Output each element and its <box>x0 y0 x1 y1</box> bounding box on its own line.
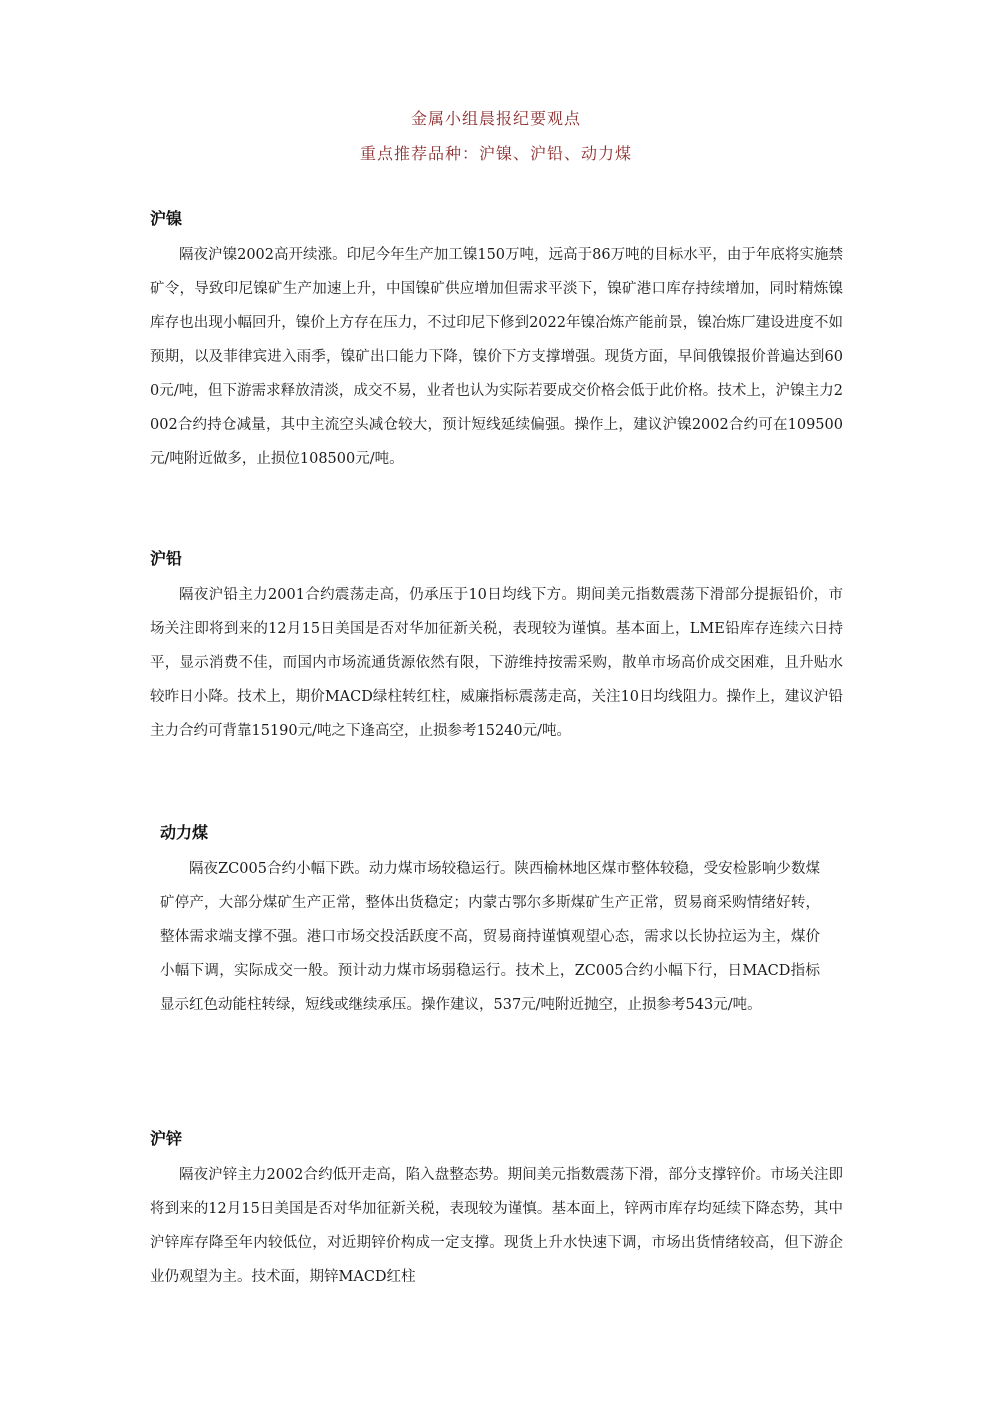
section-heading: 沪铅 <box>150 549 183 568</box>
section-lead <box>150 548 843 748</box>
section-thermal-coal <box>160 822 820 1022</box>
document-subtitle: 重点推荐品种：沪镍、沪铅、动力煤 <box>359 144 632 163</box>
section-nickel <box>150 208 843 476</box>
section-body: 隔夜沪铅主力2001合约震荡走高，仍承压于10日均线下方。期间美元指数震荡下滑部分提振铅价，市场关注即将到来的12月15日美国是否对华加征新关税，表现较为谨慎。基本面上，LME铅库存连续六日持平，显示消费不佳，而国内市场流通货源依然有限，下游维持按需采购，散单市场高价成交困难，且升贴水较昨日小降。技术上，期价MACD绿柱转红柱，威廉指标震荡走高，关注10日均线阻力。操作上，建议沪铅主力合约可背靠15190元/吨之下逢高空，止损参考15240元/吨。 <box>150 587 843 739</box>
section-heading: 动力煤 <box>160 823 209 842</box>
section-heading: 沪镍 <box>150 209 183 228</box>
section-body: 隔夜沪锌主力2002合约低开走高，陷入盘整态势。期间美元指数震荡下滑，部分支撑锌价。市场关注即将到来的12月15日美国是否对华加征新关税，表现较为谨慎。基本面上，锌两市库存均延续下降态势，其中沪锌库存降至年内较低位，对近期锌价构成一定支撑。现货上升水快速下调，市场出货情绪较高，但下游企业仍观望为主。技术面，期锌MACD红柱 <box>150 1167 843 1285</box>
section-zinc <box>150 1128 843 1294</box>
section-heading: 沪锌 <box>150 1129 183 1148</box>
document-title: 金属小组晨报纪要观点 <box>410 109 581 128</box>
section-body: 隔夜沪镍2002高开续涨。印尼今年生产加工镍150万吨，远高于86万吨的目标水平，由于年底将实施禁矿令，导致印尼镍矿生产加速上升，中国镍矿供应增加但需求平淡下，镍矿港口库存持续增加，同时精炼镍库存也出现小幅回升，镍价上方存在压力，不过印尼下修到2022年镍冶炼产能前景，镍冶炼厂建设进度不如预期，以及菲律宾进入雨季，镍矿出口能力下降，镍价下方支撑增强。现货方面，早间俄镍报价普遍达到600元/吨，但下游需求释放清淡，成交不易，业者也认为实际若要成交价格会低于此价格。技术上，沪镍主力2002合约持仓减量，其中主流空头减仓较大，预计短线延续偏强。操作上，建议沪镍2002合约可在109500元/吨附近做多，止损位108500元/吨。 <box>150 247 843 467</box>
section-body: 隔夜ZC005合约小幅下跌。动力煤市场较稳运行。陕西榆林地区煤市整体较稳，受安检影响少数煤矿停产，大部分煤矿生产正常，整体出货稳定；内蒙古鄂尔多斯煤矿生产正常，贸易商采购情绪好转，整体需求端支撑不强。港口市场交投活跃度不高，贸易商持谨慎观望心态，需求以长协拉运为主，煤价小幅下调，实际成交一般。预计动力煤市场弱稳运行。技术上，ZC005合约小幅下行，日MACD指标显示红色动能柱转绿，短线或继续承压。操作建议，537元/吨附近抛空，止损参考543元/吨。 <box>160 861 820 1013</box>
